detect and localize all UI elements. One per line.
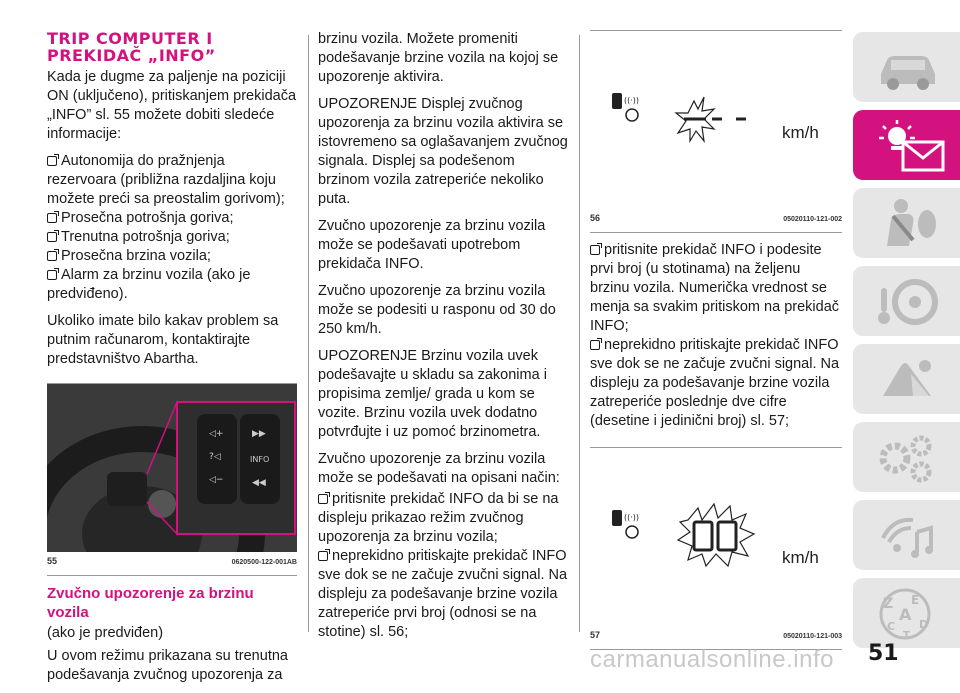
subsection-title: Zvučno upozorenje za brzinu vozila: [47, 585, 254, 621]
bullet-icon: [47, 232, 57, 242]
svg-text:C: C: [887, 620, 896, 633]
info-list: [47, 152, 297, 304]
speed-alarm-display-blink-last: [590, 468, 842, 618]
bullet-icon: [590, 245, 600, 255]
tab-emergency[interactable]: [853, 344, 960, 414]
tab-warning-lights[interactable]: [853, 110, 960, 180]
media-icon: [873, 508, 943, 562]
tab-maintenance[interactable]: [853, 422, 960, 492]
warning-paragraph: UPOZORENJE Brzinu vozila uvek podešavajte u skladu sa zakonima i propisima zemlje/ grada u kom se vozite. Brzinu vozila uvek dodatno potvrđujte i uz pomoć brzinometra.: [318, 348, 547, 440]
svg-text:Z: Z: [883, 596, 894, 612]
column-divider: [579, 35, 580, 632]
bullet-icon: [318, 551, 328, 561]
bullet-icon: [318, 494, 328, 504]
list-item: Trenutna potrošnja goriva;: [47, 228, 297, 247]
svg-text:◁−: ◁−: [209, 475, 224, 485]
tab-index[interactable]: [853, 578, 960, 648]
tab-safety[interactable]: [853, 188, 960, 258]
warning-paragraph: UPOZORENJE Displej zvučnog upozorenja za brzinu vozila aktivira se istovremeno sa oglašavanjem zvučnog signala. Displej sa podešenom brzinom vozila zatreperiće nekoliko puta.: [318, 96, 568, 207]
paragraph: Zvučno upozorenje za brzinu vozila može se podesiti u rasponu od 30 do 250 km/h.: [318, 283, 556, 337]
svg-text:((·)): ((·)): [624, 96, 640, 105]
list-item: pritisnite prekidač INFO i podesite prvi broj (u stotinama) na željenu brzinu vozila. Numerička vrednost se menja sa svakim pritiskom na prekidač INFO;: [590, 242, 840, 334]
tab-car[interactable]: [853, 32, 960, 102]
tab-multimedia[interactable]: [853, 500, 960, 570]
list-item: neprekidno pritiskajte prekidač INFO sve dok se ne začuje zvučni signal. Na displeju za podešavanje brzine vozila zatreperiće prvi broj (odnosi se na stotine) sl. 56;: [318, 548, 568, 640]
unit-label: km/h: [782, 123, 819, 142]
bullet-icon: [47, 270, 57, 280]
chapter-tabs: [853, 32, 960, 656]
figure-57: [590, 447, 842, 626]
list-item: Prosečna brzina vozila;: [47, 247, 297, 266]
list-item: Alarm za brzinu vozila (ako je predviđeno).: [47, 267, 251, 302]
alphabet-index-icon: [873, 586, 943, 640]
figure-caption: 55 0620500-122-001AB: [47, 552, 297, 576]
mode-paragraph: U ovom režimu prikazana su trenutna podešavanja zvučnog upozorenja za: [47, 648, 288, 683]
gears-icon: [873, 430, 943, 484]
svg-text:INFO: INFO: [250, 455, 270, 464]
page-number: 51: [868, 641, 899, 666]
figure-caption: 56 05020110-121-002: [590, 209, 842, 233]
section-title: TRIP COMPUTER I PREKIDAČ „INFO”: [47, 29, 216, 65]
svg-text:◀◀: ◀◀: [252, 478, 266, 488]
bullet-icon: [590, 340, 600, 350]
tab-starting-driving[interactable]: [853, 266, 960, 336]
paragraph: brzinu vozila. Možete promeniti podešavanje brzine vozila na kojoj se upozorenje aktivira.: [318, 31, 559, 85]
car-icon: [873, 40, 943, 94]
paragraph: Zvučno upozorenje za brzinu vozila može se podešavati na opisani način:: [318, 451, 560, 486]
bullet-icon: [47, 251, 57, 261]
list-item: Prosečna potrošnja goriva;: [47, 209, 297, 228]
svg-text:?◁: ?◁: [209, 452, 221, 462]
svg-text:D: D: [919, 618, 929, 631]
column-3: [590, 30, 842, 658]
unit-label: km/h: [782, 548, 819, 567]
warning-triangle-icon: [873, 352, 943, 406]
steering-wheel-photo: [47, 383, 297, 552]
list-item: neprekidno pritiskajte prekidač INFO sve dok se ne začuje zvučni signal. Na displeju za podešavanje brzine vozila zatreperiće poslednje dve cifre (desetine i jedinični broj) sl. 57;: [590, 337, 840, 429]
bullet-icon: [47, 213, 57, 223]
svg-text:◁+: ◁+: [209, 429, 224, 439]
watermark: carmanualsonline.info: [590, 646, 834, 673]
list-item: Autonomija do pražnjenja rezervoara (približna razdaljina koju možete preći sa preostalim gorivom);: [47, 153, 285, 207]
bullet-icon: [47, 156, 57, 166]
warning-light-mail-icon: [873, 118, 953, 176]
intro-paragraph: Kada je dugme za paljenje na poziciji ON (uključeno), pritiskanjem prekidača „INFO” sl. 55 možete dobiti sledeće informacije:: [47, 69, 297, 142]
steering-key-icon: [873, 274, 943, 328]
column-divider: [308, 35, 309, 632]
airbag-seatbelt-icon: [873, 196, 943, 250]
svg-text:E: E: [911, 593, 920, 607]
problem-paragraph: Ukoliko imate bilo kakav problem sa putnim računarom, kontaktirajte predstavništvo Abartha.: [47, 313, 279, 367]
svg-text:((·)): ((·)): [624, 513, 640, 522]
subsection-note: (ako je predviđen): [47, 625, 164, 641]
figure-56: [590, 30, 842, 209]
figure-55: [47, 383, 297, 576]
steering-wheel-illustration: [47, 384, 297, 552]
figure-caption: 57 05020110-121-003: [590, 626, 842, 650]
column-2: [318, 30, 570, 642]
column-1: [47, 30, 297, 693]
svg-text:▶▶: ▶▶: [252, 429, 266, 439]
list-item: pritisnite prekidač INFO da bi se na displeju prikazao režim zvučnog upozorenja za brzinu vozila;: [318, 491, 559, 545]
svg-text:T: T: [903, 630, 910, 640]
svg-text:A: A: [899, 605, 912, 624]
paragraph: Zvučno upozorenje za brzinu vozila može se podešavati upotrebom prekidača INFO.: [318, 218, 546, 272]
